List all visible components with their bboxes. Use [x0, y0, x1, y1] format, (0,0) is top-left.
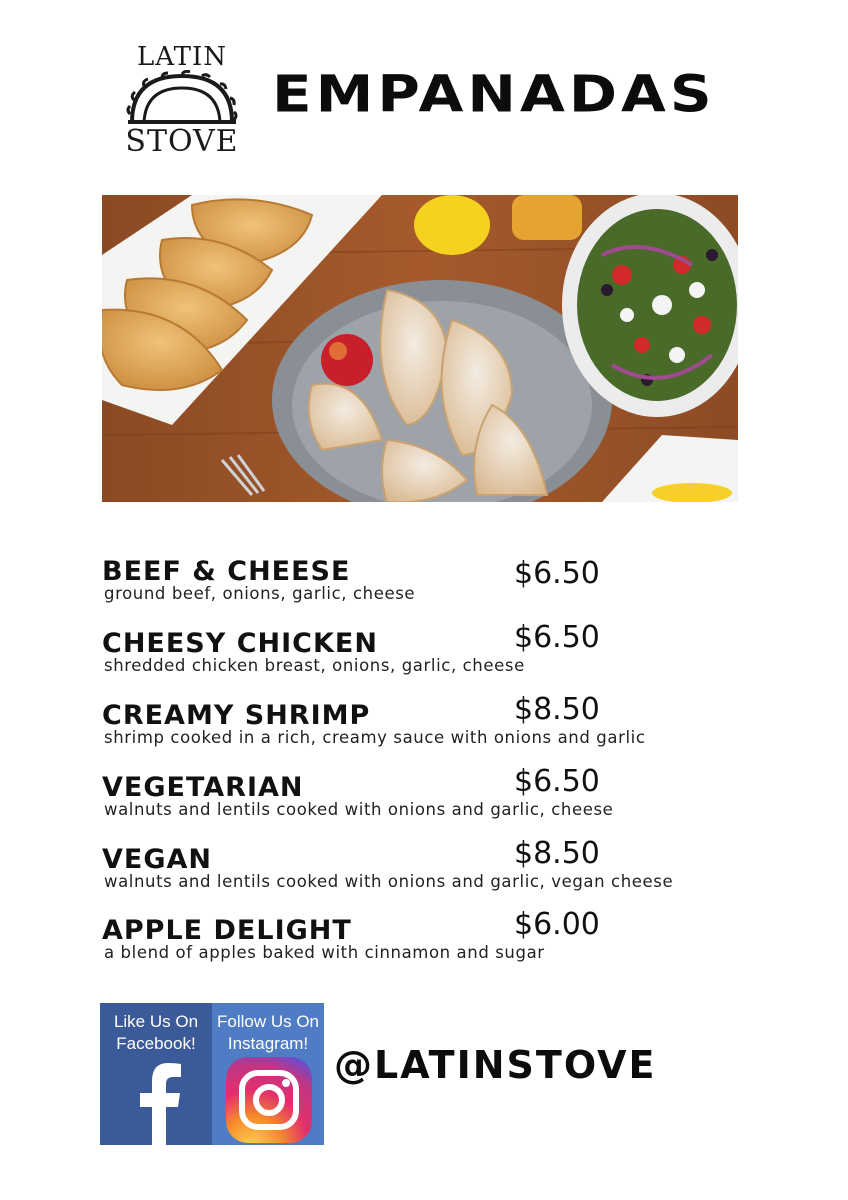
instagram-panel[interactable]: [212, 1003, 324, 1145]
facebook-icon: [138, 1063, 182, 1145]
menu-item-name: CHEESY CHICKEN: [102, 628, 378, 659]
page-title: EMPANADAS: [272, 64, 716, 124]
menu-item: [102, 907, 742, 977]
menu-item-name: CREAMY SHRIMP: [102, 700, 371, 731]
menu-item: [102, 692, 742, 762]
menu-item-description: shredded chicken breast, onions, garlic, cheese: [104, 656, 525, 675]
menu-item-price: $6.50: [514, 764, 600, 799]
instagram-icon: [226, 1057, 312, 1143]
menu-item-name: VEGETARIAN: [102, 772, 304, 803]
facebook-caption-line1: Like Us On: [113, 1012, 199, 1031]
menu-item-description: a blend of apples baked with cinnamon and sugar: [104, 943, 545, 962]
menu-item-name: VEGAN: [102, 844, 212, 875]
menu-item-price: $6.50: [514, 556, 600, 591]
menu-item: [102, 764, 742, 834]
menu-item-name: APPLE DELIGHT: [102, 915, 352, 946]
instagram-caption: [212, 1011, 324, 1055]
menu-item: [102, 556, 742, 626]
menu-item: [102, 620, 742, 690]
menu-item-price: $6.00: [514, 907, 600, 942]
menu-item-price: $6.50: [514, 620, 600, 655]
menu-item-description: shrimp cooked in a rich, creamy sauce with onions and garlic: [104, 728, 646, 747]
social-handle[interactable]: @LATINSTOVE: [334, 1043, 657, 1087]
logo-text-bottom: STOVE: [125, 124, 239, 159]
empanadas-photo: [102, 195, 738, 502]
empanada-logo-icon: [124, 70, 240, 126]
menu-item: [102, 836, 742, 906]
facebook-panel[interactable]: [100, 1003, 212, 1145]
facebook-caption: [100, 1011, 212, 1055]
logo-text-top: LATIN: [137, 42, 227, 72]
facebook-caption-line2: Facebook!: [116, 1034, 196, 1053]
menu-item-price: $8.50: [514, 692, 600, 727]
menu-item-name: BEEF & CHEESE: [102, 556, 351, 587]
instagram-caption-line2: Instagram!: [227, 1034, 309, 1053]
menu-item-description: ground beef, onions, garlic, cheese: [104, 584, 416, 603]
menu-item-description: walnuts and lentils cooked with onions and garlic, cheese: [104, 800, 614, 819]
latin-stove-logo: [120, 40, 244, 166]
menu-item-price: $8.50: [514, 836, 600, 871]
instagram-caption-line1: Follow Us On: [216, 1012, 320, 1031]
menu-item-description: walnuts and lentils cooked with onions and garlic, vegan cheese: [104, 872, 674, 891]
